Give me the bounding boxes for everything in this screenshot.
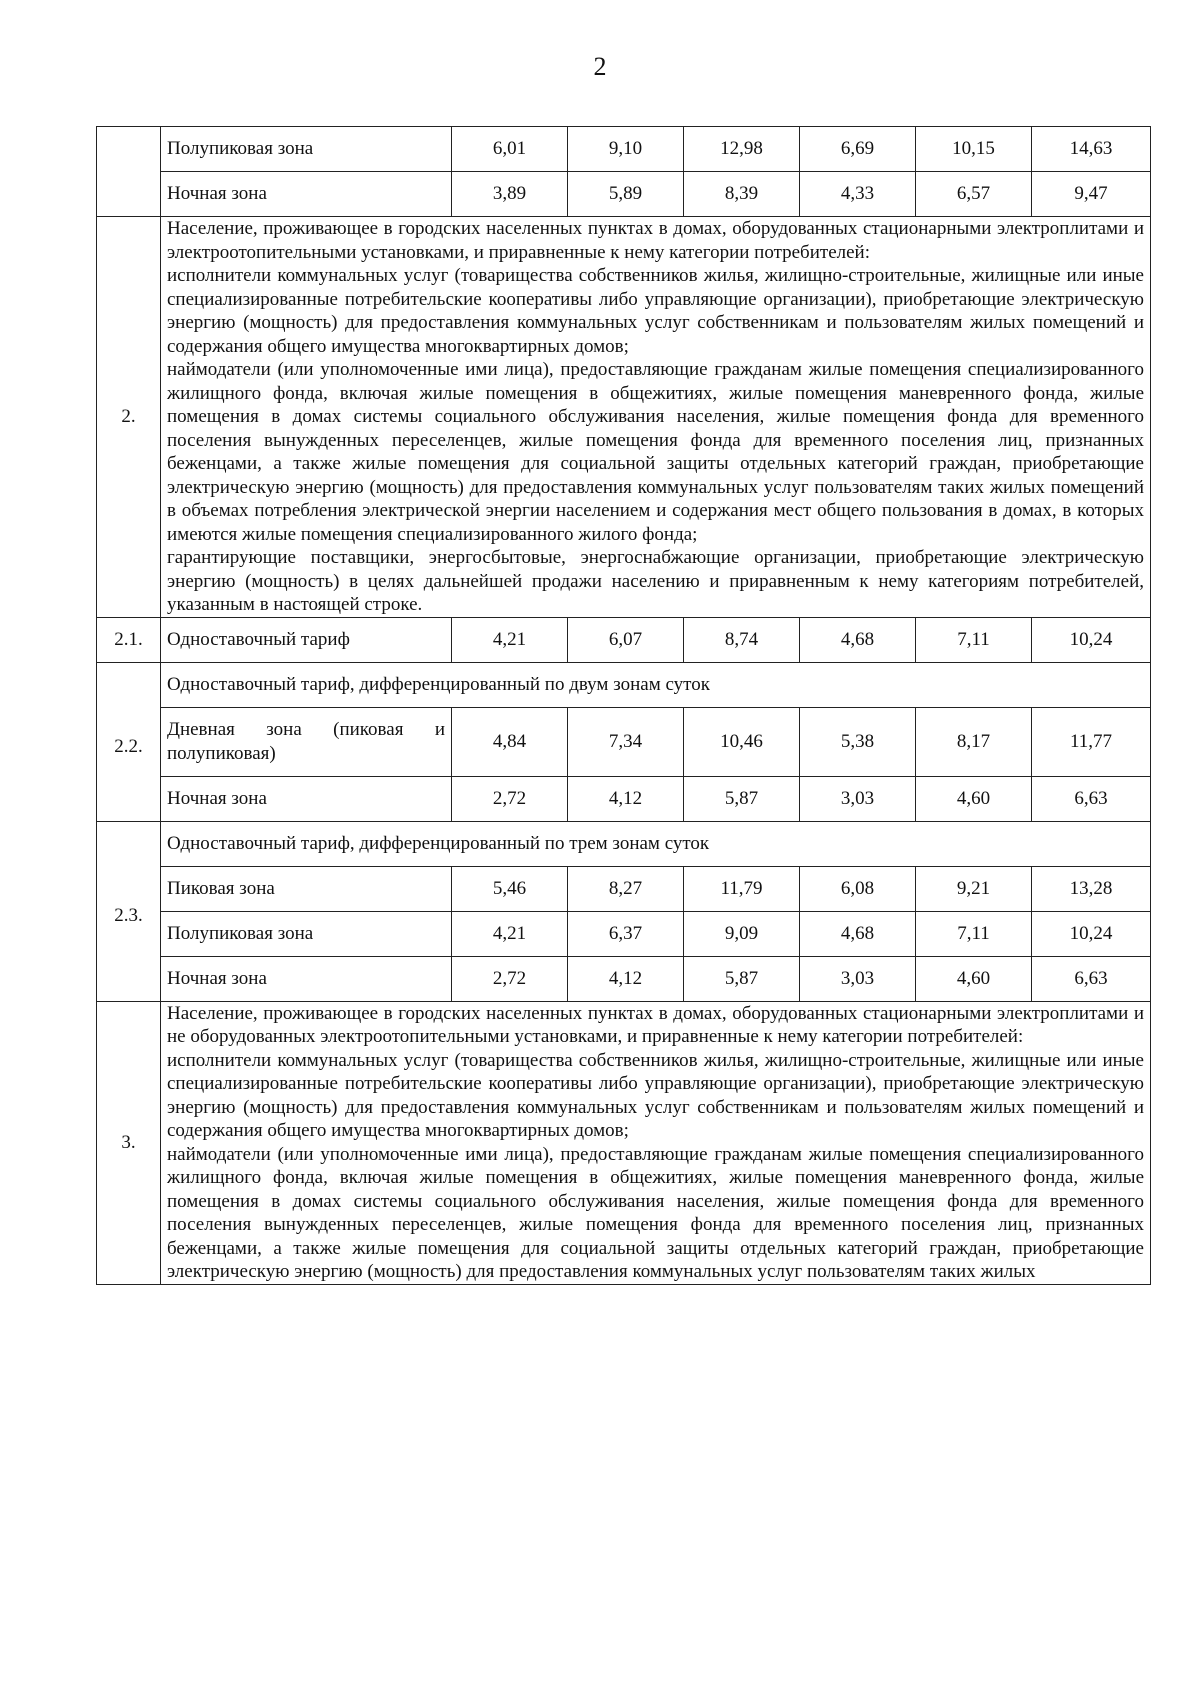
- value-cell: 14,63: [1032, 127, 1151, 172]
- table-row: [97, 617, 1151, 662]
- value-cell: 4,60: [916, 956, 1032, 1001]
- paragraph: Население, проживающее в городских населенных пунктах в домах, оборудованных стационарными электроплитами и не оборудованных электроотопительными установками, и приравненные к нему категории потребителей:: [167, 1002, 1144, 1047]
- tariff-label: Одноставочный тариф: [161, 617, 452, 662]
- table-row: [97, 866, 1151, 911]
- value-cell: 8,74: [684, 617, 800, 662]
- zone-label: Дневная зона (пиковая и полупиковая): [161, 707, 452, 776]
- zone-label: Полупиковая зона: [161, 127, 452, 172]
- value-cell: 9,10: [568, 127, 684, 172]
- value-cell: 11,79: [684, 866, 800, 911]
- value-cell: 6,63: [1032, 776, 1151, 821]
- table-row: [97, 911, 1151, 956]
- value-cell: 7,11: [916, 911, 1032, 956]
- section-2-row: [97, 217, 1151, 618]
- value-cell: 6,37: [568, 911, 684, 956]
- value-cell: 4,12: [568, 776, 684, 821]
- paragraph: гарантирующие поставщики, энергосбытовые, энергоснабжающие организации, приобретающие электрическую энергию (мощность) в целях дальнейшей продажи населению и приравненным к нему категориям потребителей, указанным в настоящей строке.: [167, 547, 1144, 615]
- paragraph: Население, проживающее в городских населенных пунктах в домах, оборудованных стационарными электроплитами и электроотопительными установками, и приравненные к нему категории потребителей:: [167, 218, 1144, 263]
- value-cell: 5,89: [568, 172, 684, 217]
- table-row: [97, 707, 1151, 776]
- paragraph: исполнители коммунальных услуг (товарищества собственников жилья, жилищно-строительные, жилищные или иные специализированные потребительские кооперативы либо управляющие организации), приобретающие электрическую энергию (мощность) для предоставления коммунальных услуг собственникам и пользователям жилых помещений и содержания общего имущества многоквартирных домов;: [167, 1049, 1144, 1141]
- row-number: 2.1.: [97, 617, 161, 662]
- value-cell: 6,07: [568, 617, 684, 662]
- value-cell: 9,21: [916, 866, 1032, 911]
- value-cell: 2,72: [452, 956, 568, 1001]
- value-cell: 8,27: [568, 866, 684, 911]
- section-3-description: [161, 1001, 1151, 1284]
- value-cell: 12,98: [684, 127, 800, 172]
- value-cell: 6,63: [1032, 956, 1151, 1001]
- value-cell: 8,17: [916, 707, 1032, 776]
- row-number: 2.2.: [97, 662, 161, 821]
- paragraph: наймодатели (или уполномоченные ими лица), предоставляющие гражданам жилые помещения специализированного жилищного фонда, включая жилые помещения в общежитиях, жилые помещения маневренного фонда, жилые помещения в домах системы социального обслуживания населения, жилые помещения фонда для временного поселения вынужденных переселенцев, жилые помещения фонда для временного поселения лиц, признанных беженцами, а также жилые помещения для социальной защиты отдельных категорий граждан, приобретающие электрическую энергию (мощность) для предоставления коммунальных услуг пользователям таких жилых помещений в объемах потребления электрической энергии населением и содержания мест общего пользования в домах, в которых имеются жилые помещения специализированного жилого фонда;: [167, 359, 1144, 545]
- value-cell: 3,03: [800, 776, 916, 821]
- value-cell: 7,11: [916, 617, 1032, 662]
- value-cell: 4,60: [916, 776, 1032, 821]
- table-row: [97, 127, 1151, 172]
- zone-label: Ночная зона: [161, 172, 452, 217]
- paragraph: исполнители коммунальных услуг (товарищества собственников жилья, жилищно-строительные, жилищные или иные специализированные потребительские кооперативы либо управляющие организации), приобретающие электрическую энергию (мощность) для предоставления коммунальных услуг собственникам и пользователям жилых помещений и содержания общего имущества многоквартирных домов;: [167, 265, 1144, 357]
- paragraph: наймодатели (или уполномоченные ими лица), предоставляющие гражданам жилые помещения специализированного жилищного фонда, включая жилые помещения в общежитиях, жилые помещения маневренного фонда, жилые помещения в домах системы социального обслуживания населения, жилые помещения фонда для временного поселения вынужденных переселенцев, жилые помещения фонда для временного поселения лиц, признанных беженцами, а также жилые помещения для социальной защиты отдельных категорий граждан, приобретающие электрическую энергию (мощность) для предоставления коммунальных услуг пользователям таких жилых: [167, 1143, 1144, 1282]
- zone-label: Ночная зона: [161, 776, 452, 821]
- value-cell: 9,47: [1032, 172, 1151, 217]
- value-cell: 8,39: [684, 172, 800, 217]
- tariff-group-title: Одноставочный тариф, дифференцированный по двум зонам суток: [161, 662, 1151, 707]
- value-cell: 4,68: [800, 617, 916, 662]
- value-cell: 6,08: [800, 866, 916, 911]
- value-cell: 10,24: [1032, 911, 1151, 956]
- value-cell: 2,72: [452, 776, 568, 821]
- row-number: 2.: [97, 217, 161, 618]
- value-cell: 4,33: [800, 172, 916, 217]
- table-row: [97, 662, 1151, 707]
- page-number: 2: [593, 52, 607, 81]
- value-cell: 10,46: [684, 707, 800, 776]
- table-row: [97, 172, 1151, 217]
- value-cell: 5,38: [800, 707, 916, 776]
- value-cell: 4,21: [452, 617, 568, 662]
- section-3-row: [97, 1001, 1151, 1284]
- value-cell: 7,34: [568, 707, 684, 776]
- value-cell: 6,69: [800, 127, 916, 172]
- value-cell: 5,87: [684, 956, 800, 1001]
- row-number-empty: [97, 127, 161, 217]
- row-number: 3.: [97, 1001, 161, 1284]
- value-cell: 4,68: [800, 911, 916, 956]
- value-cell: 3,03: [800, 956, 916, 1001]
- zone-label: Полупиковая зона: [161, 911, 452, 956]
- tariff-table: [96, 126, 1151, 1285]
- value-cell: 6,57: [916, 172, 1032, 217]
- value-cell: 5,87: [684, 776, 800, 821]
- zone-label: Пиковая зона: [161, 866, 452, 911]
- value-cell: 10,24: [1032, 617, 1151, 662]
- section-2-description: [161, 217, 1151, 618]
- table-row: [97, 776, 1151, 821]
- value-cell: 4,21: [452, 911, 568, 956]
- value-cell: 13,28: [1032, 866, 1151, 911]
- value-cell: 10,15: [916, 127, 1032, 172]
- value-cell: 5,46: [452, 866, 568, 911]
- value-cell: 4,12: [568, 956, 684, 1001]
- value-cell: 9,09: [684, 911, 800, 956]
- table-row: [97, 956, 1151, 1001]
- row-number: 2.3.: [97, 821, 161, 1001]
- zone-label: Ночная зона: [161, 956, 452, 1001]
- tariff-group-title: Одноставочный тариф, дифференцированный по трем зонам суток: [161, 821, 1151, 866]
- value-cell: 3,89: [452, 172, 568, 217]
- value-cell: 6,01: [452, 127, 568, 172]
- table-row: [97, 821, 1151, 866]
- value-cell: 11,77: [1032, 707, 1151, 776]
- value-cell: 4,84: [452, 707, 568, 776]
